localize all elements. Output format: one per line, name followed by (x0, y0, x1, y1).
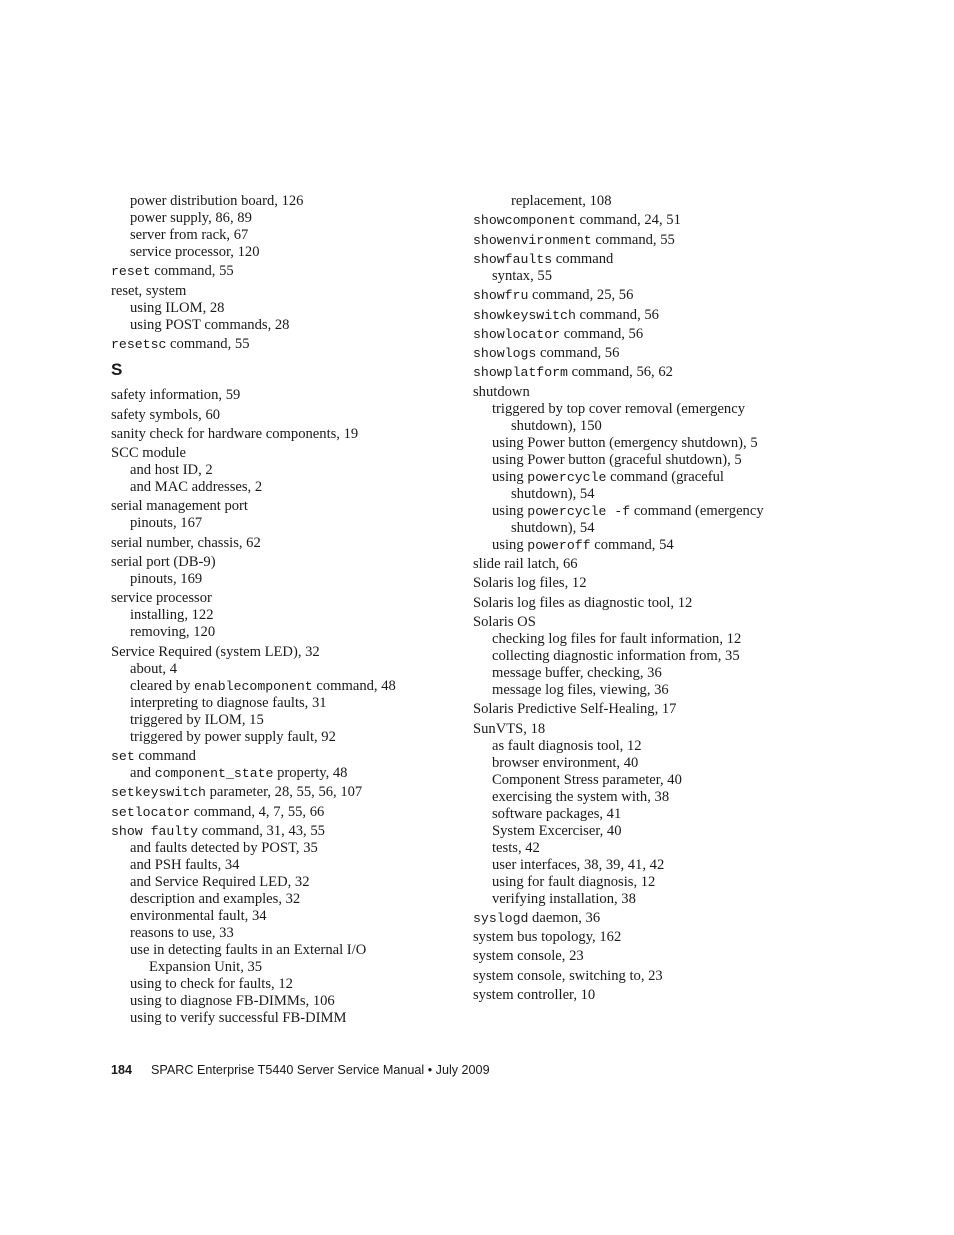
index-text: property, 48 (273, 764, 348, 781)
index-text: command, 56 (536, 345, 620, 362)
index-entry (473, 556, 578, 573)
index-text: Component Stress parameter, 40 (492, 771, 682, 788)
index-text: and PSH faults, 34 (130, 856, 240, 873)
index-text: parameter, 28, 55, 56, 107 (205, 784, 363, 801)
index-text: exercising the system with, 38 (492, 788, 670, 805)
index-entry (111, 283, 186, 300)
index-entry (130, 624, 215, 641)
index-entry (130, 925, 234, 942)
index-text: system console, switching to, 23 (473, 967, 663, 984)
index-text: using (492, 536, 528, 553)
index-entry (473, 326, 643, 343)
index-code-term: showplatform (473, 365, 568, 381)
index-code-term: showlocator (473, 326, 561, 342)
index-text: serial number, chassis, 62 (111, 534, 261, 551)
index-entry (130, 193, 303, 210)
index-entry (130, 993, 335, 1010)
index-entry (473, 307, 659, 324)
index-entry (111, 426, 358, 443)
index-entry (473, 948, 584, 965)
index-entry (492, 682, 669, 699)
index-text: using to verify successful FB-DIMM (130, 1009, 347, 1026)
index-entry (111, 407, 220, 424)
index-text: command, 56, 62 (567, 364, 673, 381)
index-text: and Service Required LED, 32 (130, 873, 310, 890)
index-text: command, 24, 51 (575, 212, 681, 229)
index-text: verifying installation, 38 (492, 890, 636, 907)
index-text: message buffer, checking, 36 (492, 664, 662, 681)
index-text: command (552, 250, 614, 267)
index-entry (111, 784, 362, 801)
index-code-term: set (111, 748, 135, 764)
index-text: SCC module (111, 445, 187, 462)
index-text: daemon, 36 (528, 909, 601, 926)
index-text: triggered by top cover removal (emergency (492, 400, 745, 417)
index-text: triggered by ILOM, 15 (130, 711, 264, 728)
index-text: command (emergency (630, 502, 764, 519)
index-entry (473, 910, 600, 927)
index-text: triggered by power supply fault, 92 (130, 728, 336, 745)
index-entry (473, 364, 673, 381)
index-entry (149, 959, 262, 976)
index-entry (492, 738, 642, 755)
index-code-term: showfaults (473, 251, 553, 267)
index-code-term: resetsc (111, 336, 167, 352)
index-entry (492, 469, 724, 486)
index-text: pinouts, 167 (130, 515, 203, 532)
index-text: shutdown (473, 383, 530, 400)
index-text: Solaris log files, 12 (473, 575, 587, 592)
index-entry (130, 1010, 346, 1027)
index-entry (511, 520, 595, 537)
index-entry (130, 942, 366, 959)
index-code-term: show faulty (111, 823, 199, 839)
index-entry (130, 729, 336, 746)
index-entry (492, 503, 764, 520)
index-text: shutdown), 54 (511, 519, 595, 536)
index-text: shutdown), 54 (511, 485, 595, 502)
index-entry (111, 387, 240, 404)
index-entry (492, 823, 622, 840)
index-text: power supply, 86, 89 (130, 210, 252, 226)
index-text: syntax, 55 (492, 267, 552, 284)
index-letter-heading (111, 361, 122, 378)
index-entry (111, 823, 325, 840)
index-entry (492, 665, 662, 682)
index-text: using to check for faults, 12 (130, 975, 293, 992)
index-text: Solaris log files as diagnostic tool, 12 (473, 594, 693, 611)
index-entry (130, 976, 293, 993)
index-text: replacement, 108 (511, 193, 612, 209)
index-entry (111, 748, 196, 765)
index-text: command, 55 (166, 335, 250, 352)
index-text: tests, 42 (492, 839, 540, 856)
index-text: server from rack, 67 (130, 227, 249, 243)
index-text: serial management port (111, 498, 248, 515)
index-text: safety information, 59 (111, 387, 241, 404)
index-entry (492, 401, 745, 418)
index-text: message log files, viewing, 36 (492, 681, 669, 698)
index-text: user interfaces, 38, 39, 41, 42 (492, 856, 665, 873)
index-text: interpreting to diagnose faults, 31 (130, 694, 327, 711)
index-text: pinouts, 169 (130, 571, 203, 587)
index-text: as fault diagnosis tool, 12 (492, 737, 642, 754)
index-code-term: reset (111, 264, 151, 280)
index-text: using (492, 468, 528, 485)
index-text: using to diagnose FB-DIMMs, 106 (130, 992, 335, 1009)
index-text: command, 4, 7, 55, 66 (190, 803, 325, 820)
index-text: reasons to use, 33 (130, 924, 234, 941)
index-text: using POST commands, 28 (130, 316, 290, 333)
index-text: browser environment, 40 (492, 754, 639, 771)
index-entry (130, 300, 224, 317)
index-text: command, 31, 43, 55 (198, 822, 325, 839)
index-text: Service Required (system LED), 32 (111, 643, 320, 660)
index-entry (130, 210, 252, 227)
index-text: sanity check for hardware components, 19 (111, 425, 359, 442)
index-entry (492, 268, 552, 285)
index-entry (130, 317, 289, 334)
index-entry (111, 445, 186, 462)
index-entry (492, 452, 742, 469)
index-entry (511, 418, 602, 435)
index-text: removing, 120 (130, 624, 216, 641)
index-text: serial port (DB-9) (111, 554, 216, 570)
publication-date: July 2009 (435, 1063, 490, 1077)
index-text: Solaris OS (473, 613, 536, 630)
index-text: system controller, 10 (473, 987, 596, 1003)
index-entry (473, 232, 675, 249)
index-text: Expansion Unit, 35 (149, 958, 263, 975)
index-entry (130, 678, 396, 695)
index-code-term: syslogd (473, 910, 529, 926)
index-entry (473, 987, 595, 1004)
index-entry (492, 840, 540, 857)
index-entry (511, 486, 595, 503)
index-entry (473, 251, 613, 268)
index-entry (473, 212, 681, 229)
page-number: 184 (111, 1063, 133, 1077)
index-entry (473, 721, 545, 738)
index-entry (111, 336, 250, 353)
index-entry (492, 631, 741, 648)
index-text: power distribution board, 126 (130, 193, 304, 209)
index-entry (492, 891, 636, 908)
index-text: Solaris Predictive Self-Healing, 17 (473, 701, 677, 718)
index-entry (511, 193, 612, 210)
index-entry (111, 644, 320, 661)
index-text: command, 48 (312, 677, 396, 694)
index-code-term: showfru (473, 288, 529, 304)
index-entry (130, 891, 300, 908)
index-text: about, 4 (130, 660, 178, 677)
index-text: using Power button (graceful shutdown), 5 (492, 451, 742, 468)
index-code-term: showkeyswitch (473, 307, 576, 323)
index-entry (130, 244, 260, 261)
index-text: collecting diagnostic information from, 35 (492, 647, 740, 664)
index-text: shutdown), 150 (511, 417, 602, 434)
index-text: service processor, 120 (130, 244, 260, 260)
index-entry (130, 479, 262, 496)
index-entry (473, 614, 536, 631)
index-entry (492, 874, 655, 891)
index-code-term: component_state (154, 765, 274, 781)
index-text: system bus topology, 162 (473, 929, 622, 946)
index-text: System Excerciser, 40 (492, 822, 622, 839)
footer-bullet: • (427, 1063, 433, 1077)
index-entry (130, 765, 347, 782)
index-text: and faults detected by POST, 35 (130, 839, 318, 856)
index-text: using for fault diagnosis, 12 (492, 873, 656, 890)
index-entry (130, 227, 248, 244)
index-entry (473, 595, 692, 612)
index-entry (130, 908, 267, 925)
index-text: environmental fault, 34 (130, 907, 267, 924)
index-text: slide rail latch, 66 (473, 556, 578, 572)
index-code-term: poweroff (527, 537, 591, 553)
index-entry (130, 515, 202, 532)
manual-title: SPARC Enterprise T5440 Server Service Manual (151, 1063, 425, 1077)
index-text: command, 56 (560, 325, 644, 342)
index-code-term: showenvironment (473, 232, 592, 248)
page-footer (111, 1062, 490, 1078)
index-entry (492, 755, 638, 772)
index-text: software packages, 41 (492, 805, 622, 822)
index-code-term: setlocator (111, 804, 191, 820)
index-entry (473, 345, 619, 362)
index-text: cleared by (130, 677, 195, 694)
index-text: checking log files for fault information, 12 (492, 630, 742, 647)
index-text: installing, 122 (130, 607, 214, 624)
index-entry (130, 661, 177, 678)
index-text: service processor (111, 590, 212, 607)
index-text: command, 55 (150, 263, 234, 280)
index-text: and host ID, 2 (130, 462, 213, 479)
index-entry (473, 575, 587, 592)
index-entry (492, 537, 674, 554)
index-entry (130, 712, 264, 729)
index-entry (130, 874, 310, 891)
index-entry (492, 789, 669, 806)
index-entry (111, 554, 216, 571)
index-entry (130, 607, 214, 624)
index-text: and (130, 764, 155, 781)
index-entry (130, 571, 202, 588)
index-text: using ILOM, 28 (130, 299, 225, 316)
index-text: command, 54 (590, 536, 674, 553)
index-entry (473, 384, 530, 401)
index-entry (111, 590, 212, 607)
index-code-term: powercycle (527, 469, 607, 485)
index-entry (130, 462, 213, 479)
index-text: safety symbols, 60 (111, 406, 221, 423)
index-text: use in detecting faults in an External I/O (130, 941, 367, 958)
index-entry (473, 968, 663, 985)
index-entry (111, 804, 324, 821)
index-text: command, 55 (591, 231, 675, 248)
index-text: description and examples, 32 (130, 890, 301, 907)
index-code-term: enablecomponent (194, 678, 313, 694)
index-code-term: setkeyswitch (111, 785, 206, 801)
index-code-term: showcomponent (473, 213, 576, 229)
index-entry (111, 535, 261, 552)
index-text: command (graceful (606, 468, 724, 485)
index-text: command, 25, 56 (528, 287, 634, 304)
index-entry (473, 287, 633, 304)
index-text: reset, system (111, 282, 187, 299)
index-text: and MAC addresses, 2 (130, 479, 263, 496)
index-entry (492, 806, 621, 823)
index-text: command (134, 747, 196, 764)
index-entry (492, 857, 664, 874)
index-entry (473, 929, 621, 946)
index-entry (473, 701, 676, 718)
index-text: using (492, 502, 528, 519)
index-text: using Power button (emergency shutdown), 5 (492, 434, 758, 451)
index-text: command, 56 (575, 306, 659, 323)
index-entry (111, 263, 234, 280)
index-code-term: showlogs (473, 346, 537, 362)
index-text: system console, 23 (473, 948, 584, 965)
index-entry (130, 695, 327, 712)
index-text: S (111, 359, 123, 379)
index-text: SunVTS, 18 (473, 720, 546, 737)
index-entry (111, 498, 248, 515)
index-entry (492, 648, 740, 665)
index-code-term: powercycle -f (527, 503, 631, 519)
index-entry (130, 840, 318, 857)
index-entry (492, 772, 682, 789)
index-entry (130, 857, 239, 874)
index-entry (492, 435, 758, 452)
